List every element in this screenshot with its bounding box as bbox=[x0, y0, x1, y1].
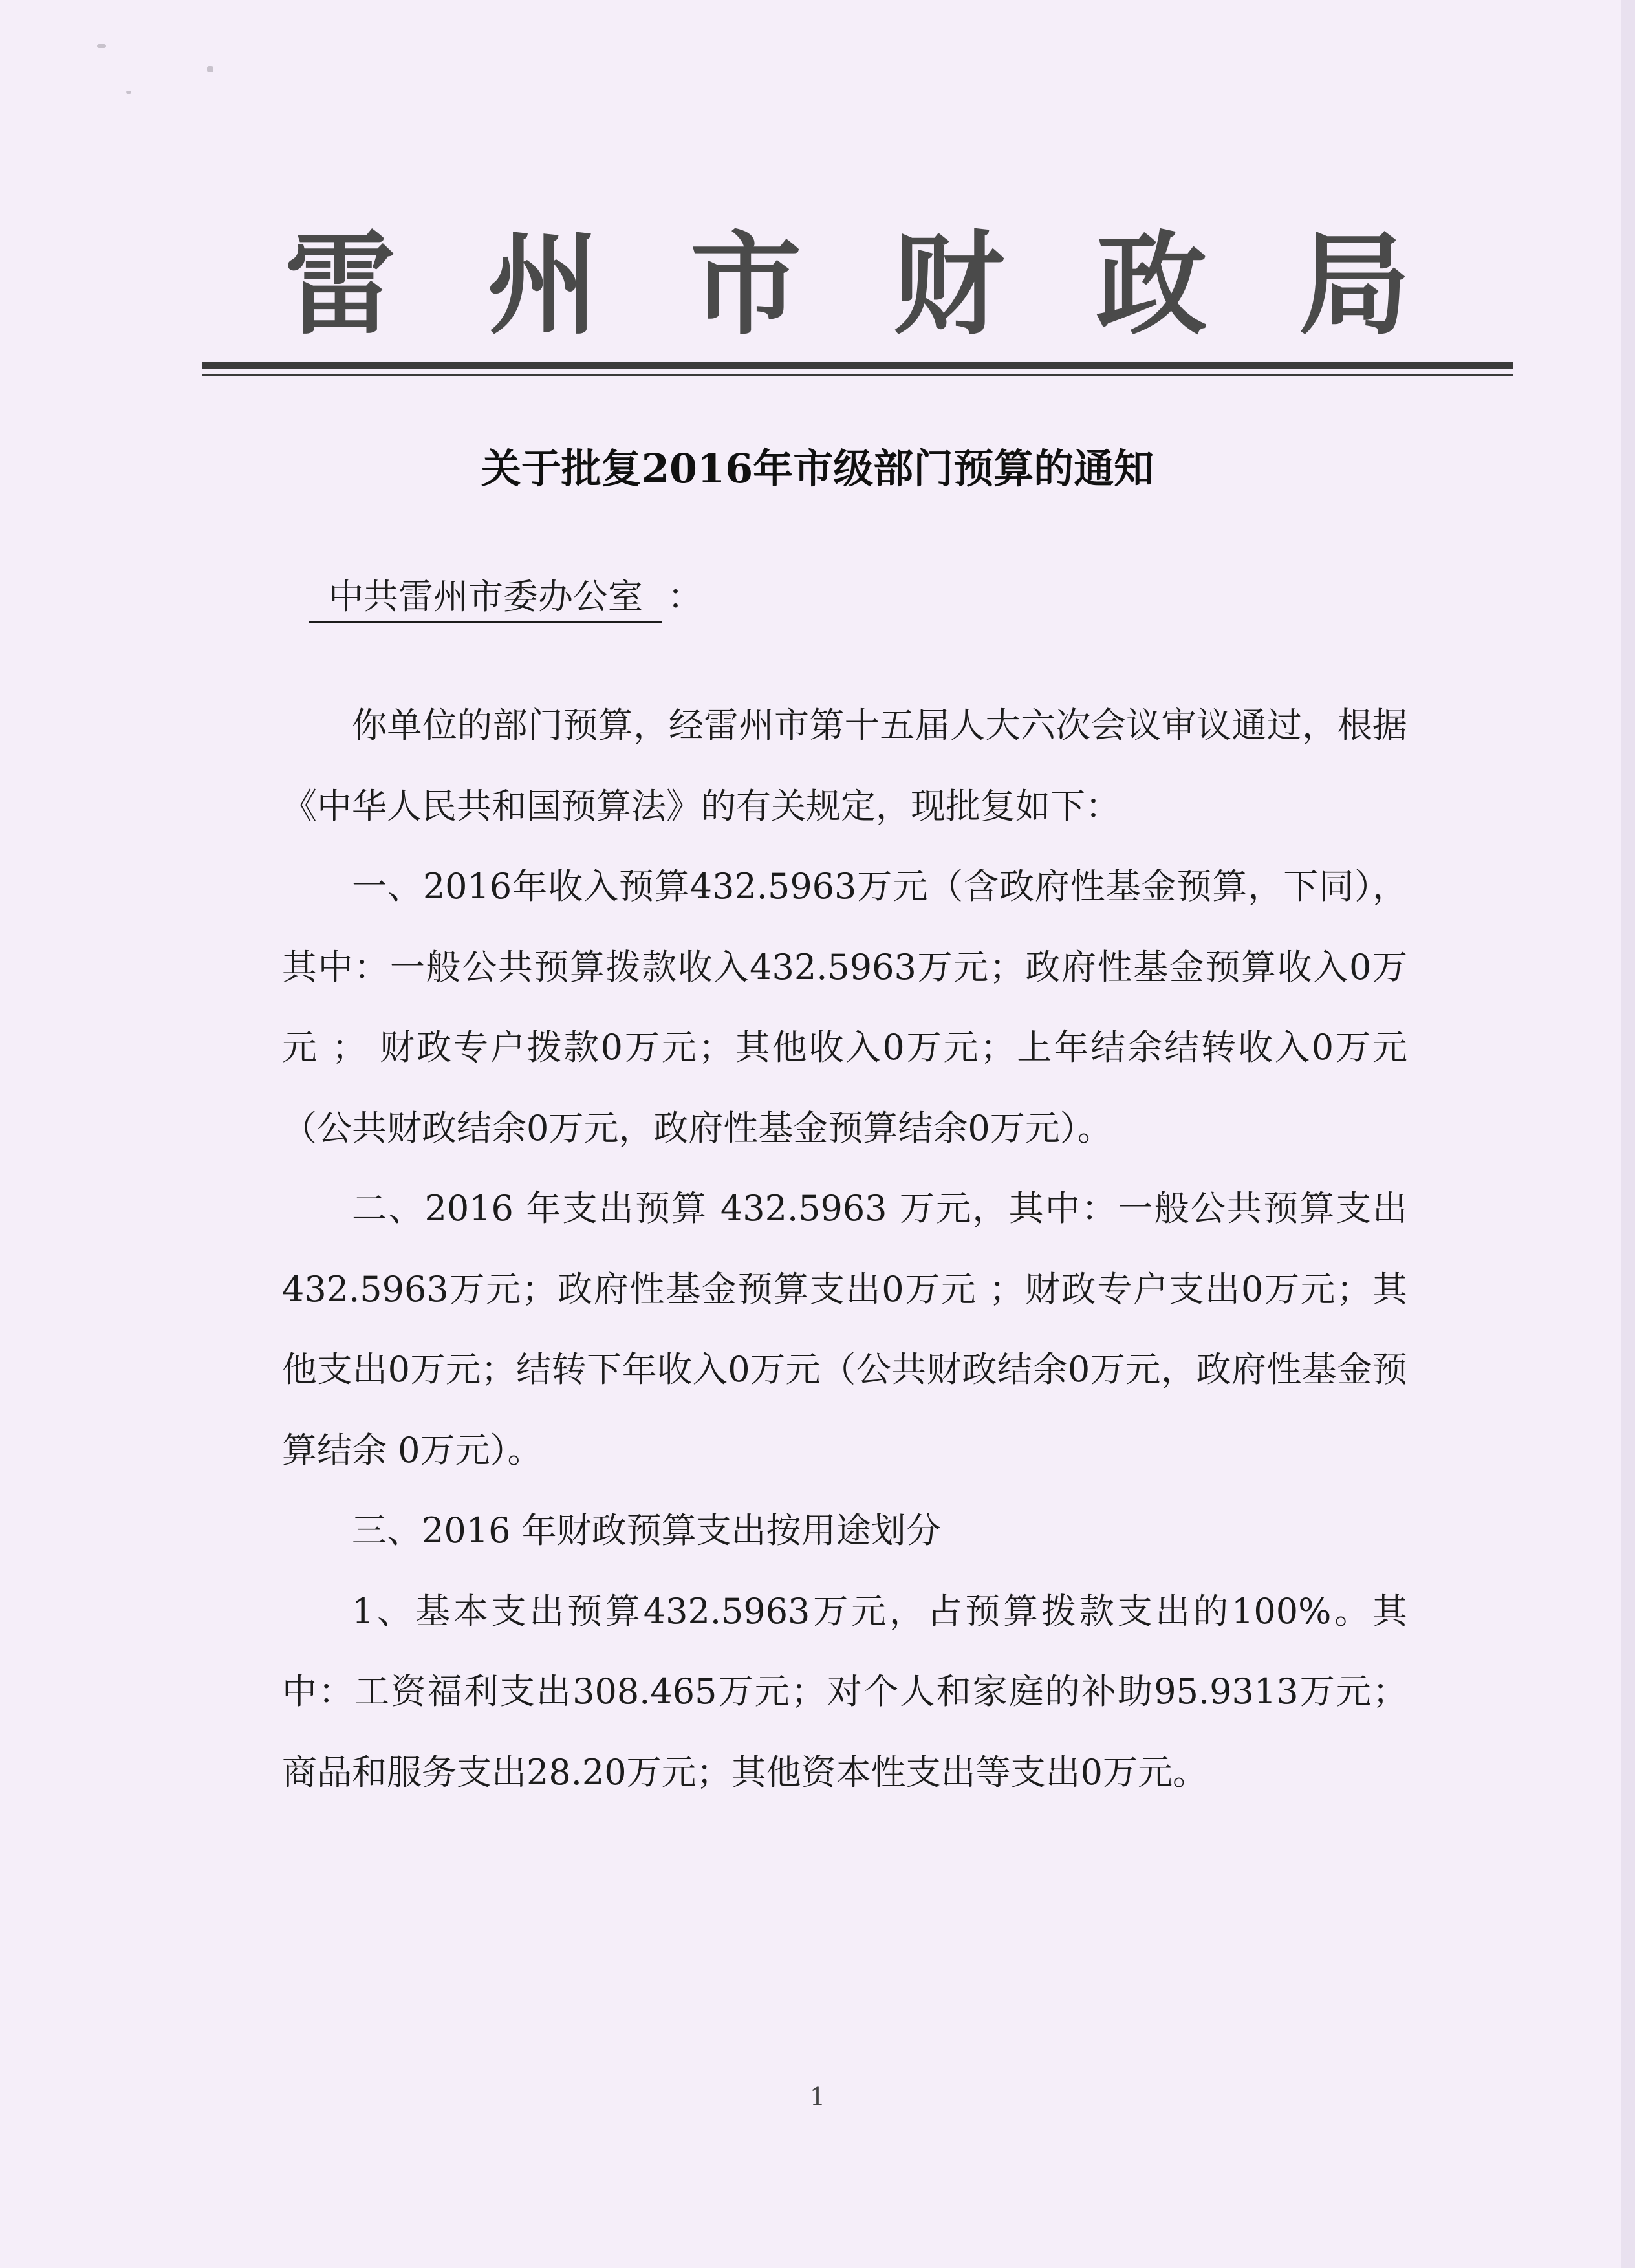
addressee-colon: ： bbox=[667, 576, 702, 617]
letterhead-char: 市 bbox=[690, 219, 802, 350]
addressee-name: 中共雷州市委办公室 bbox=[309, 569, 662, 623]
letterhead-char: 雷 bbox=[285, 219, 396, 350]
letterhead-char: 财 bbox=[893, 219, 1004, 350]
addressee-line bbox=[309, 569, 702, 623]
body-paragraph: 二、2016 年支出预算 432.5963 万元，其中：一般公共预算支出432.5963万元；政府性基金预算支出0万元 ；财政专户支出0万元；其他支出0万元；结转下年收入0万元（公共财政结余0万元，政府性基金预算结余 0万元）。 bbox=[282, 1188, 1407, 1471]
document-title: 关于批复2016年市级部门预算的通知 bbox=[481, 445, 1154, 492]
body-paragraph: 一、2016年收入预算432.5963万元（含政府性基金预算，下同），其中：一般公共预算拨款收入432.5963万元；政府性基金预算收入0万元 ； 财政专户拨款0万元；其他收入0万元；上年结余结转收入0万元（公共财政结余0万元，政府性基金预算结余0万元）。 bbox=[282, 866, 1407, 1149]
scan-speck bbox=[207, 66, 213, 72]
letterhead-rule-thin bbox=[202, 374, 1513, 376]
scan-edge-strip bbox=[1621, 0, 1635, 2268]
letterhead-char: 州 bbox=[487, 219, 599, 350]
scan-speck bbox=[97, 44, 106, 48]
body-paragraph: 1、基本支出预算432.5963万元，占预算拨款支出的100%。其中：工资福利支出308.465万元；对个人和家庭的补助95.9313万元；商品和服务支出28.20万元；其他资本性支出等支出0万元。 bbox=[282, 1590, 1407, 1793]
letterhead-rule-thick bbox=[202, 362, 1513, 369]
page-number: 1 bbox=[809, 2082, 826, 2111]
letterhead-char: 政 bbox=[1096, 219, 1207, 350]
document-body bbox=[282, 686, 1407, 1813]
letterhead-char: 局 bbox=[1298, 219, 1410, 350]
scan-speck bbox=[126, 91, 131, 94]
letterhead-org-name bbox=[285, 220, 1410, 349]
body-paragraph: 三、2016 年财政预算支出按用途划分 bbox=[352, 1510, 941, 1551]
body-paragraph: 你单位的部门预算，经雷州市第十五届人大六次会议审议通过，根据《中华人民共和国预算法》的有关规定，现批复如下： bbox=[282, 705, 1407, 826]
